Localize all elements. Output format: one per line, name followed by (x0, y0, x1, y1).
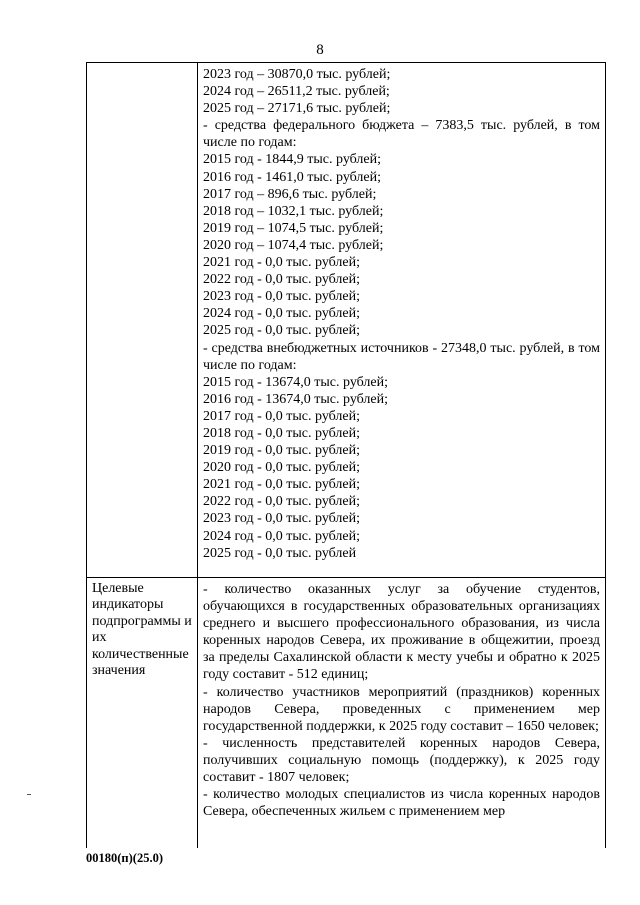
funding-line: 2019 год - 0,0 тыс. рублей; (203, 443, 361, 459)
funding-line: 2018 год – 1032,1 тыс. рублей; (203, 203, 384, 219)
funding-line: 2016 год - 1461,0 тыс. рублей; (203, 169, 382, 185)
funding-line: 2015 год - 1844,9 тыс. рублей; (203, 152, 382, 168)
funding-line: 2024 год - 0,0 тыс. рублей; (203, 528, 361, 544)
funding-line: 2018 год - 0,0 тыс. рублей; (203, 425, 361, 441)
funding-line: 2022 год - 0,0 тыс. рублей; (203, 272, 361, 288)
indicator-list (198, 578, 605, 820)
funding-line: 2022 год - 0,0 тыс. рублей; (203, 494, 361, 510)
funding-line: 2017 год - 0,0 тыс. рублей; (203, 408, 361, 424)
funding-line: 2025 год - 0,0 тыс. рублей (203, 545, 357, 561)
indicator-paragraph: - количество молодых специалистов из числа коренных народов Севера, обеспеченных жильем с применением мер (203, 787, 600, 820)
funding-line: 2025 год – 27171,6 тыс. рублей; (203, 101, 391, 117)
funding-line: 2023 год – 30870,0 тыс. рублей; (203, 67, 391, 82)
row-label-cell (87, 578, 198, 849)
funding-line: 2015 год - 13674,0 тыс. рублей; (203, 374, 389, 390)
funding-line: 2024 год - 0,0 тыс. рублей; (203, 306, 361, 322)
funding-line: 2020 год – 1074,4 тыс. рублей; (203, 237, 384, 253)
funding-line: 2023 год - 0,0 тыс. рублей; (203, 511, 361, 527)
funding-line: 2024 год – 26511,2 тыс. рублей; (203, 84, 390, 100)
indicator-paragraph: - количество участников мероприятий (праздников) коренных народов Севера, проведенных с применением мер государственной поддержки, к 2025 году составит – 1650 человек; (203, 684, 600, 734)
funding-line: 2020 год - 0,0 тыс. рублей; (203, 460, 361, 476)
funding-list (198, 63, 605, 562)
funding-line: 2016 год - 13674,0 тыс. рублей; (203, 391, 389, 407)
table-row (87, 578, 606, 849)
margin-mark (27, 794, 31, 795)
table-row (87, 63, 606, 578)
funding-line: 2023 год - 0,0 тыс. рублей; (203, 289, 361, 305)
extrabudget-paragraph: - средства внебюджетных источников - 27348,0 тыс. рублей, в том числе по годам: (203, 340, 600, 373)
row-label: Целевые индикаторы подпрограммы и их количественные значения (92, 581, 192, 679)
funding-line: 2019 год – 1074,5 тыс. рублей; (203, 220, 384, 236)
funding-line: 2017 год – 896,6 тыс. рублей; (203, 186, 377, 202)
funding-line: 2025 год - 0,0 тыс. рублей; (203, 323, 361, 339)
funding-line: 2021 год - 0,0 тыс. рублей; (203, 477, 361, 493)
row-value-cell (198, 63, 606, 578)
row-label (87, 63, 197, 66)
page-number: 8 (316, 42, 324, 58)
row-label-cell (87, 63, 198, 578)
federal-budget-paragraph: - средства федерального бюджета – 7383,5 тыс. рублей, в том числе по годам: (203, 118, 600, 151)
document-code: 00180(п)(25.0) (86, 851, 163, 865)
funding-line: 2021 год - 0,0 тыс. рублей; (203, 255, 361, 271)
indicator-paragraph: - численность представителей коренных народов Севера, получивших социальную помощь (поддержку), к 2025 году составит - 1807 человек; (203, 735, 600, 786)
indicator-paragraph: - количество оказанных услуг за обучение студентов, обучающихся в государственных образовательных организациях среднего и высшего профессионального образования, из числа коренных народов Севера, их проживание в общежитии, проезд за пределы Сахалинской области к месту учебы и обратно к 2025 году составит - 512 единиц; (203, 582, 600, 683)
passport-table (86, 62, 606, 848)
row-value-cell (198, 578, 606, 849)
